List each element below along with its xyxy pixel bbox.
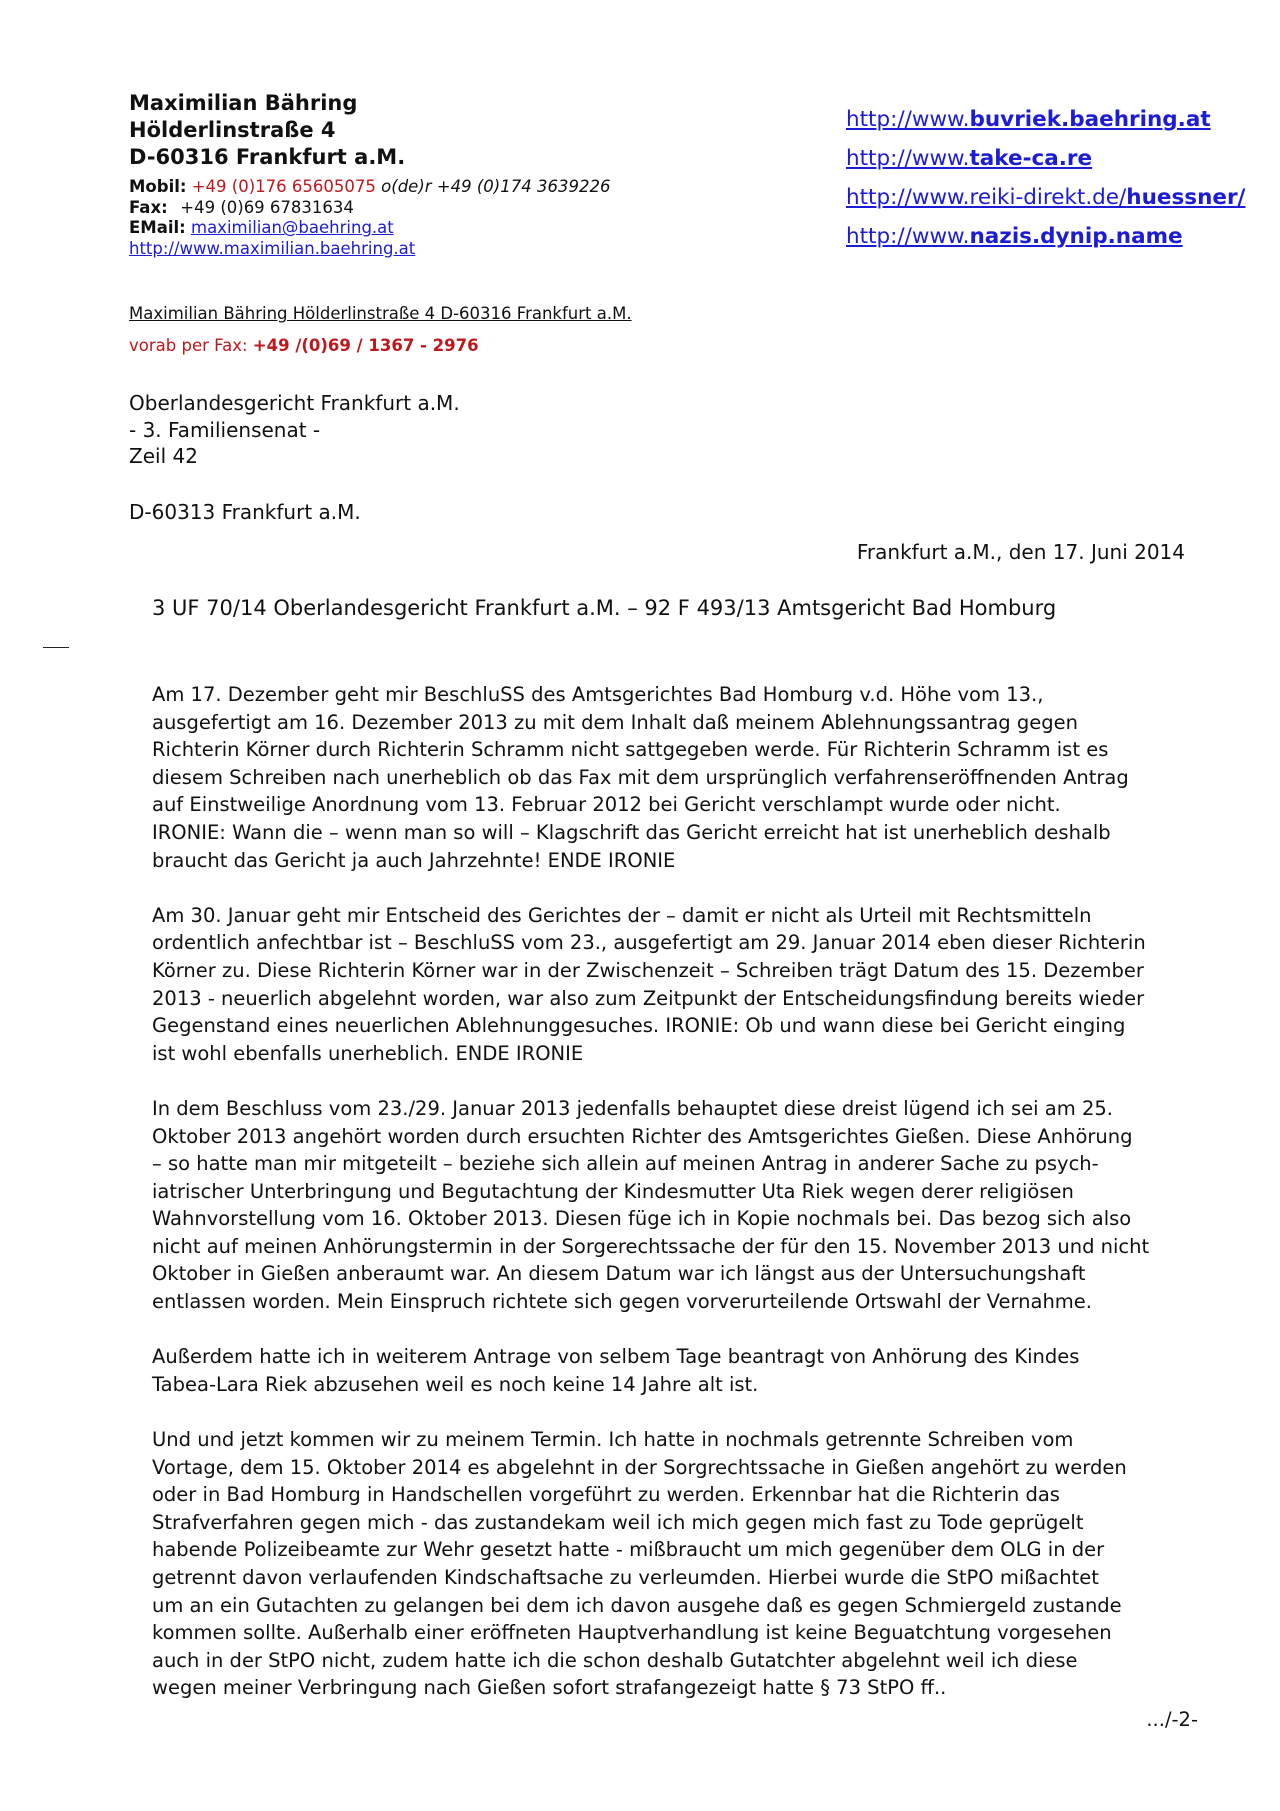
body-line: – so hatte man mir mitgeteilt – beziehe sich allein auf meinen Antrag in anderer Sache zu psych- [152,1152,1099,1176]
recipient-line-3: Zeil 42 [129,444,198,468]
email-link[interactable]: maximilian@baehring.at [191,218,394,237]
return-address: Maximilian Bähring Hölderlinstraße 4 D-60316 Frankfurt a.M. [129,304,632,323]
letter-body [152,681,1192,1730]
prefax-notice [129,336,479,355]
body-line: ist wohl ebenfalls unerheblich. ENDE IRONIE [152,1041,584,1065]
sender-contact [129,177,610,259]
body-line: Oktober in Gießen anberaumt war. An diesem Datum war ich längst aus der Untersuchungshaft [152,1262,1086,1286]
body-line: Tabea-Lara Riek abzusehen weil es noch keine 14 Jahre alt ist. [152,1372,759,1396]
body-line: nicht auf meinen Anhörungstermin in der Sorgerechtssache der für den 15. November 2013 und nicht [152,1234,1150,1258]
recipient-city: D-60313 Frankfurt a.M. [129,500,361,524]
mobile-label: Mobil: [129,177,187,196]
link-buvriek[interactable]: http://www.buvriek.baehring.at [846,107,1211,132]
body-line: 2013 - neuerlich abgelehnt worden, war also zum Zeitpunkt der Entscheidungsfindung bereits wieder [152,986,1145,1010]
website-link[interactable]: http://www.maximilian.baehring.at [129,238,416,258]
recipient-line-2: - 3. Familiensenat - [129,417,321,442]
body-line: Vortage, dem 15. Oktober 2014 es abgelehnt in der Sorgrechtssache in Gießen angehört zu werden [152,1455,1127,1479]
body-line: habende Polizeibeamte zur Wehr gesetzt hatte - mißbraucht um mich gegenüber dem OLG in der [152,1538,1105,1562]
body-line: kommen sollte. Außerhalb einer eröffneten Hauptverhandlung ist keine Beguatchtung vorgesehen [152,1621,1112,1645]
body-line: Und und jetzt kommen wir zu meinem Termin. Ich hatte in nochmals getrennte Schreiben vom [152,1428,1074,1452]
email-line [129,218,610,239]
recipient-line-1: Oberlandesgericht Frankfurt a.M. [129,391,460,415]
page-continuation: .../-2- [1146,1708,1198,1731]
link-reiki-direkt[interactable]: http://www.reiki-direkt.de/huessner/ [846,185,1246,210]
sender-street: Hölderlinstraße 4 [129,118,336,142]
body-line: auch in der StPO nicht, zudem hatte ich die schon deshalb Gutatchter abgelehnt weil ich diese [152,1648,1078,1672]
recipient-address [129,390,460,470]
fax-line [129,198,610,219]
body-line: oder in Bad Homburg in Handschellen vorgeführt zu werden. Erkennbar hat die Richterin das [152,1483,1060,1507]
link-take-care[interactable]: http://www.take-ca.re [846,146,1093,171]
paragraph [152,1343,1192,1398]
body-line: Am 17. Dezember geht mir BeschluSS des Amtsgerichtes Bad Homburg v.d. Höhe vom 13., [152,683,1044,706]
fold-mark [43,647,69,648]
body-line: Wahnvorstellung vom 16. Oktober 2013. Diesen füge ich in Kopie nochmals bei. Das bezog sich also [152,1207,1132,1231]
body-line: Richterin Körner durch Richterin Schramm nicht sattgegeben werde. Für Richterin Schramm ist es [152,738,1109,762]
body-line: auf Einstweilige Anordnung vom 13. Februar 2012 bei Gericht verschlampt wurde oder nicht. [152,793,1061,817]
body-line: Gegenstand eines neuerlichen Ablehnunggesuches. IRONIE: Ob und wann diese bei Gericht einging [152,1014,1126,1038]
body-line: Körner zu. Diese Richterin Körner war in der Zwischenzeit – Schreiben trägt Datum des 15. Dezember [152,958,1144,982]
email-label: EMail: [129,218,186,237]
date-line: Frankfurt a.M., den 17. Juni 2014 [856,540,1185,564]
body-line: Oktober 2013 angehört worden durch ersuchten Richter des Amtsgerichtes Gießen. Diese Anhörung [152,1124,1133,1148]
body-line: In dem Beschluss vom 23./29. Januar 2013 jedenfalls behauptet diese dreist lügend ich sei am 25. [152,1096,1113,1120]
body-line: um an ein Gutachten zu gelangen bei dem ich davon ausgehe daß es gegen Schmiergeld zustande [152,1593,1122,1617]
paragraph [152,681,1192,874]
sender-block [129,90,405,171]
body-line: braucht das Gericht ja auch Jahrzehnte! ENDE IRONIE [152,848,676,872]
mobile-or: o(de)r [381,177,432,196]
body-line: iatrischer Unterbringung und Begutachtung der Kindesmutter Uta Riek wegen derer religiösen [152,1179,1074,1203]
prefax-number: +49 /(0)69 / 1367 - 2976 [252,336,479,355]
body-line: getrennt davon verlaufenden Kindschaftsache zu verleumden. Hierbei wurde die StPO mißachtet [152,1566,1099,1589]
body-line: entlassen worden. Mein Einspruch richtete sich gegen vorverurteilende Ortswahl der Vernahme. [152,1290,1092,1314]
paragraph [152,902,1192,1068]
mobile-number-1: +49 (0)176 65605075 [191,177,376,196]
body-line: wegen meiner Verbringung nach Gießen sofort strafangezeigt hatte § 73 StPO ff.. [152,1676,947,1700]
body-line: ausgefertigt am 16. Dezember 2013 zu mit dem Inhalt daß meinem Ablehnungssantrag gegen [152,710,1078,734]
fax-label: Fax: [129,197,168,217]
sender-city: D-60316 Frankfurt a.M. [129,145,406,169]
fax-number: +49 (0)69 67831634 [180,197,354,217]
body-line: diesem Schreiben nach unerheblich ob das Fax mit dem ursprünglich verfahrenseröffnenden Antrag [152,765,1129,789]
paragraph [152,1426,1192,1702]
body-line: Strafverfahren gegen mich - das zustandekam weil ich mich gegen mich fast zu Tode geprügelt [152,1510,1084,1534]
body-line: Am 30. Januar geht mir Entscheid des Gerichtes der – damit er nicht als Urteil mit Rechtsmitteln [152,903,1092,927]
body-line: Außerdem hatte ich in weiterem Antrage von selbem Tage beantragt von Anhörung des Kindes [152,1345,1080,1369]
prefax-label: vorab per Fax: [129,336,253,355]
paragraph [152,1095,1192,1316]
link-nazis-dynip[interactable]: http://www.nazis.dynip.name [846,224,1183,249]
website-line [129,239,610,260]
sender-name: Maximilian Bähring [129,91,358,115]
body-line: IRONIE: Wann die – wenn man so will – Klagschrift das Gericht erreicht hat ist unerheblich deshalb [152,820,1111,844]
mobile-number-2: +49 (0)174 3639226 [436,177,611,196]
mobile-line [129,177,610,198]
body-line: ordentlich anfechtbar ist – BeschluSS vom 23., ausgefertigt am 29. Januar 2014 eben dieser Richterin [152,931,1146,955]
subject-line: 3 UF 70/14 Oberlandesgericht Frankfurt a.M. – 92 F 493/13 Amtsgericht Bad Homburg [152,596,1057,620]
header-links [846,100,1245,256]
